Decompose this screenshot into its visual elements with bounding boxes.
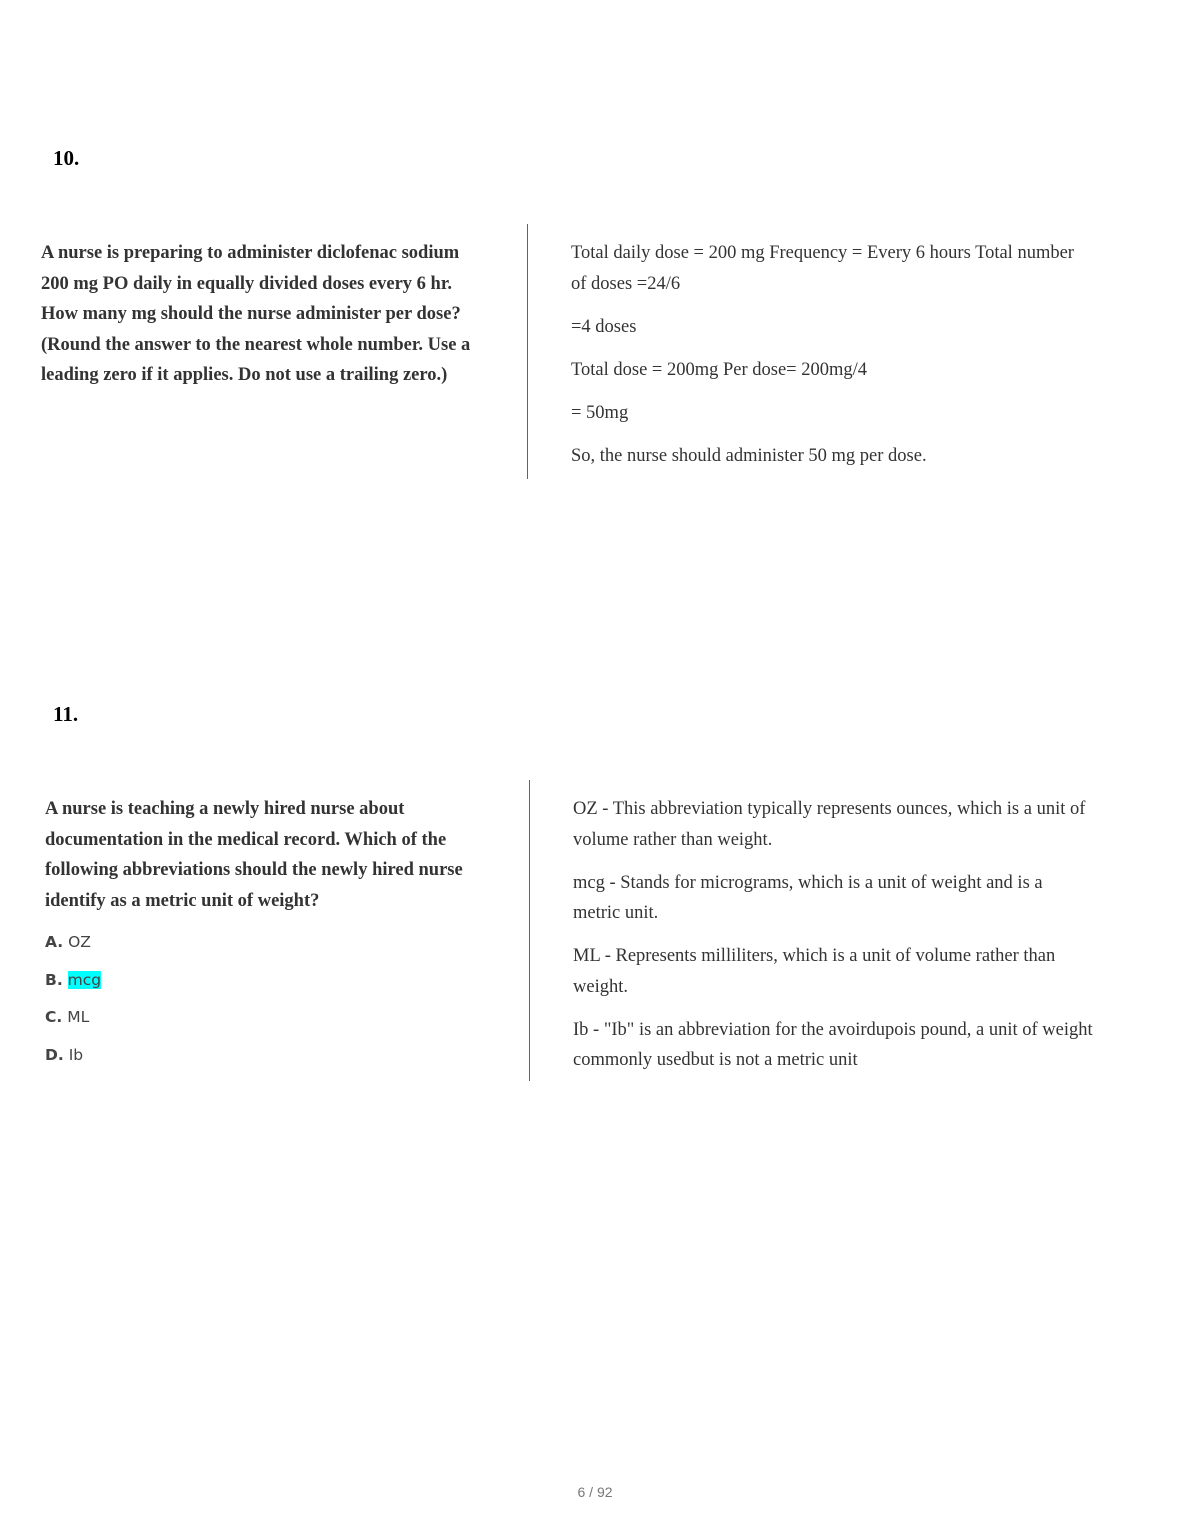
explanation-line: ML - Represents milliliters, which is a unit of volume rather than: [573, 946, 1056, 966]
question-line: (Round the answer to the nearest whole number. Use a: [41, 334, 471, 355]
option-a[interactable]: [45, 932, 101, 970]
answer-explanation: [571, 238, 1161, 484]
explanation-line: mcg - Stands for micrograms, which is a unit of weight and is a: [573, 872, 1043, 893]
explanation-paragraph: [571, 312, 1161, 343]
question-line: A nurse is teaching a newly hired nurse about: [45, 799, 405, 819]
column-divider: [527, 224, 528, 479]
option-label: D.: [45, 1045, 64, 1064]
explanation-paragraph: [571, 398, 1161, 429]
answer-explanation: [573, 794, 1168, 1088]
explanation-paragraph: [573, 941, 1168, 1002]
option-label: A.: [45, 933, 64, 951]
question-line: documentation in the medical record. Which of the: [45, 829, 447, 850]
explanation-line: So, the nurse should administer 50 mg per dose.: [571, 445, 927, 466]
explanation-line: = 50mg: [571, 402, 629, 423]
question-line: following abbreviations should the newly hired nurse: [45, 860, 463, 880]
explanation-line: Total daily dose = 200 mg Frequency = Every 6 hours Total number: [571, 243, 1074, 263]
explanation-paragraph: [573, 794, 1168, 855]
column-divider: [529, 780, 530, 1081]
question-line: How many mg should the nurse administer per dose?: [41, 304, 461, 324]
explanation-paragraph: [573, 868, 1168, 929]
explanation-line: metric unit.: [573, 903, 659, 923]
question-line: identify as a metric unit of weight?: [45, 890, 320, 911]
explanation-line: Ib - "Ib" is an abbreviation for the avoirdupois pound, a unit of weight: [573, 1019, 1093, 1040]
explanation-paragraph: [571, 355, 1161, 386]
question-line: 200 mg PO daily in equally divided doses every 6 hr.: [41, 273, 452, 294]
option-text: OZ: [68, 933, 91, 951]
explanation-paragraph: [573, 1015, 1168, 1076]
question-number: 10.: [53, 146, 80, 170]
option-c[interactable]: [45, 1007, 101, 1045]
option-text: ML: [67, 1008, 90, 1026]
option-label: C.: [45, 1008, 63, 1026]
explanation-line: volume rather than weight.: [573, 829, 773, 850]
page-indicator: 6 / 92: [577, 1484, 613, 1500]
option-text-highlighted: mcg: [67, 970, 102, 989]
answer-options: [45, 932, 101, 1082]
question-text: [41, 238, 521, 391]
option-b[interactable]: [45, 970, 101, 1008]
explanation-line: Total dose = 200mg Per dose= 200mg/4: [571, 359, 868, 380]
explanation-line: OZ - This abbreviation typically represents ounces, which is a unit of: [573, 799, 1086, 819]
question-text: [45, 794, 515, 916]
question-line: leading zero if it applies. Do not use a trailing zero.): [41, 365, 448, 385]
option-d[interactable]: [45, 1045, 101, 1083]
explanation-paragraph: [571, 441, 1161, 472]
question-line: A nurse is preparing to administer diclofenac sodium: [41, 243, 460, 263]
question-number: 11.: [53, 702, 79, 726]
explanation-line: commonly usedbut is not a metric unit: [573, 1050, 858, 1070]
option-label: B.: [45, 970, 63, 989]
explanation-line: =4 doses: [571, 316, 637, 337]
explanation-line: weight.: [573, 976, 628, 997]
option-text: Ib: [68, 1045, 84, 1064]
explanation-line: of doses =24/6: [571, 273, 681, 294]
explanation-paragraph: [571, 238, 1161, 299]
